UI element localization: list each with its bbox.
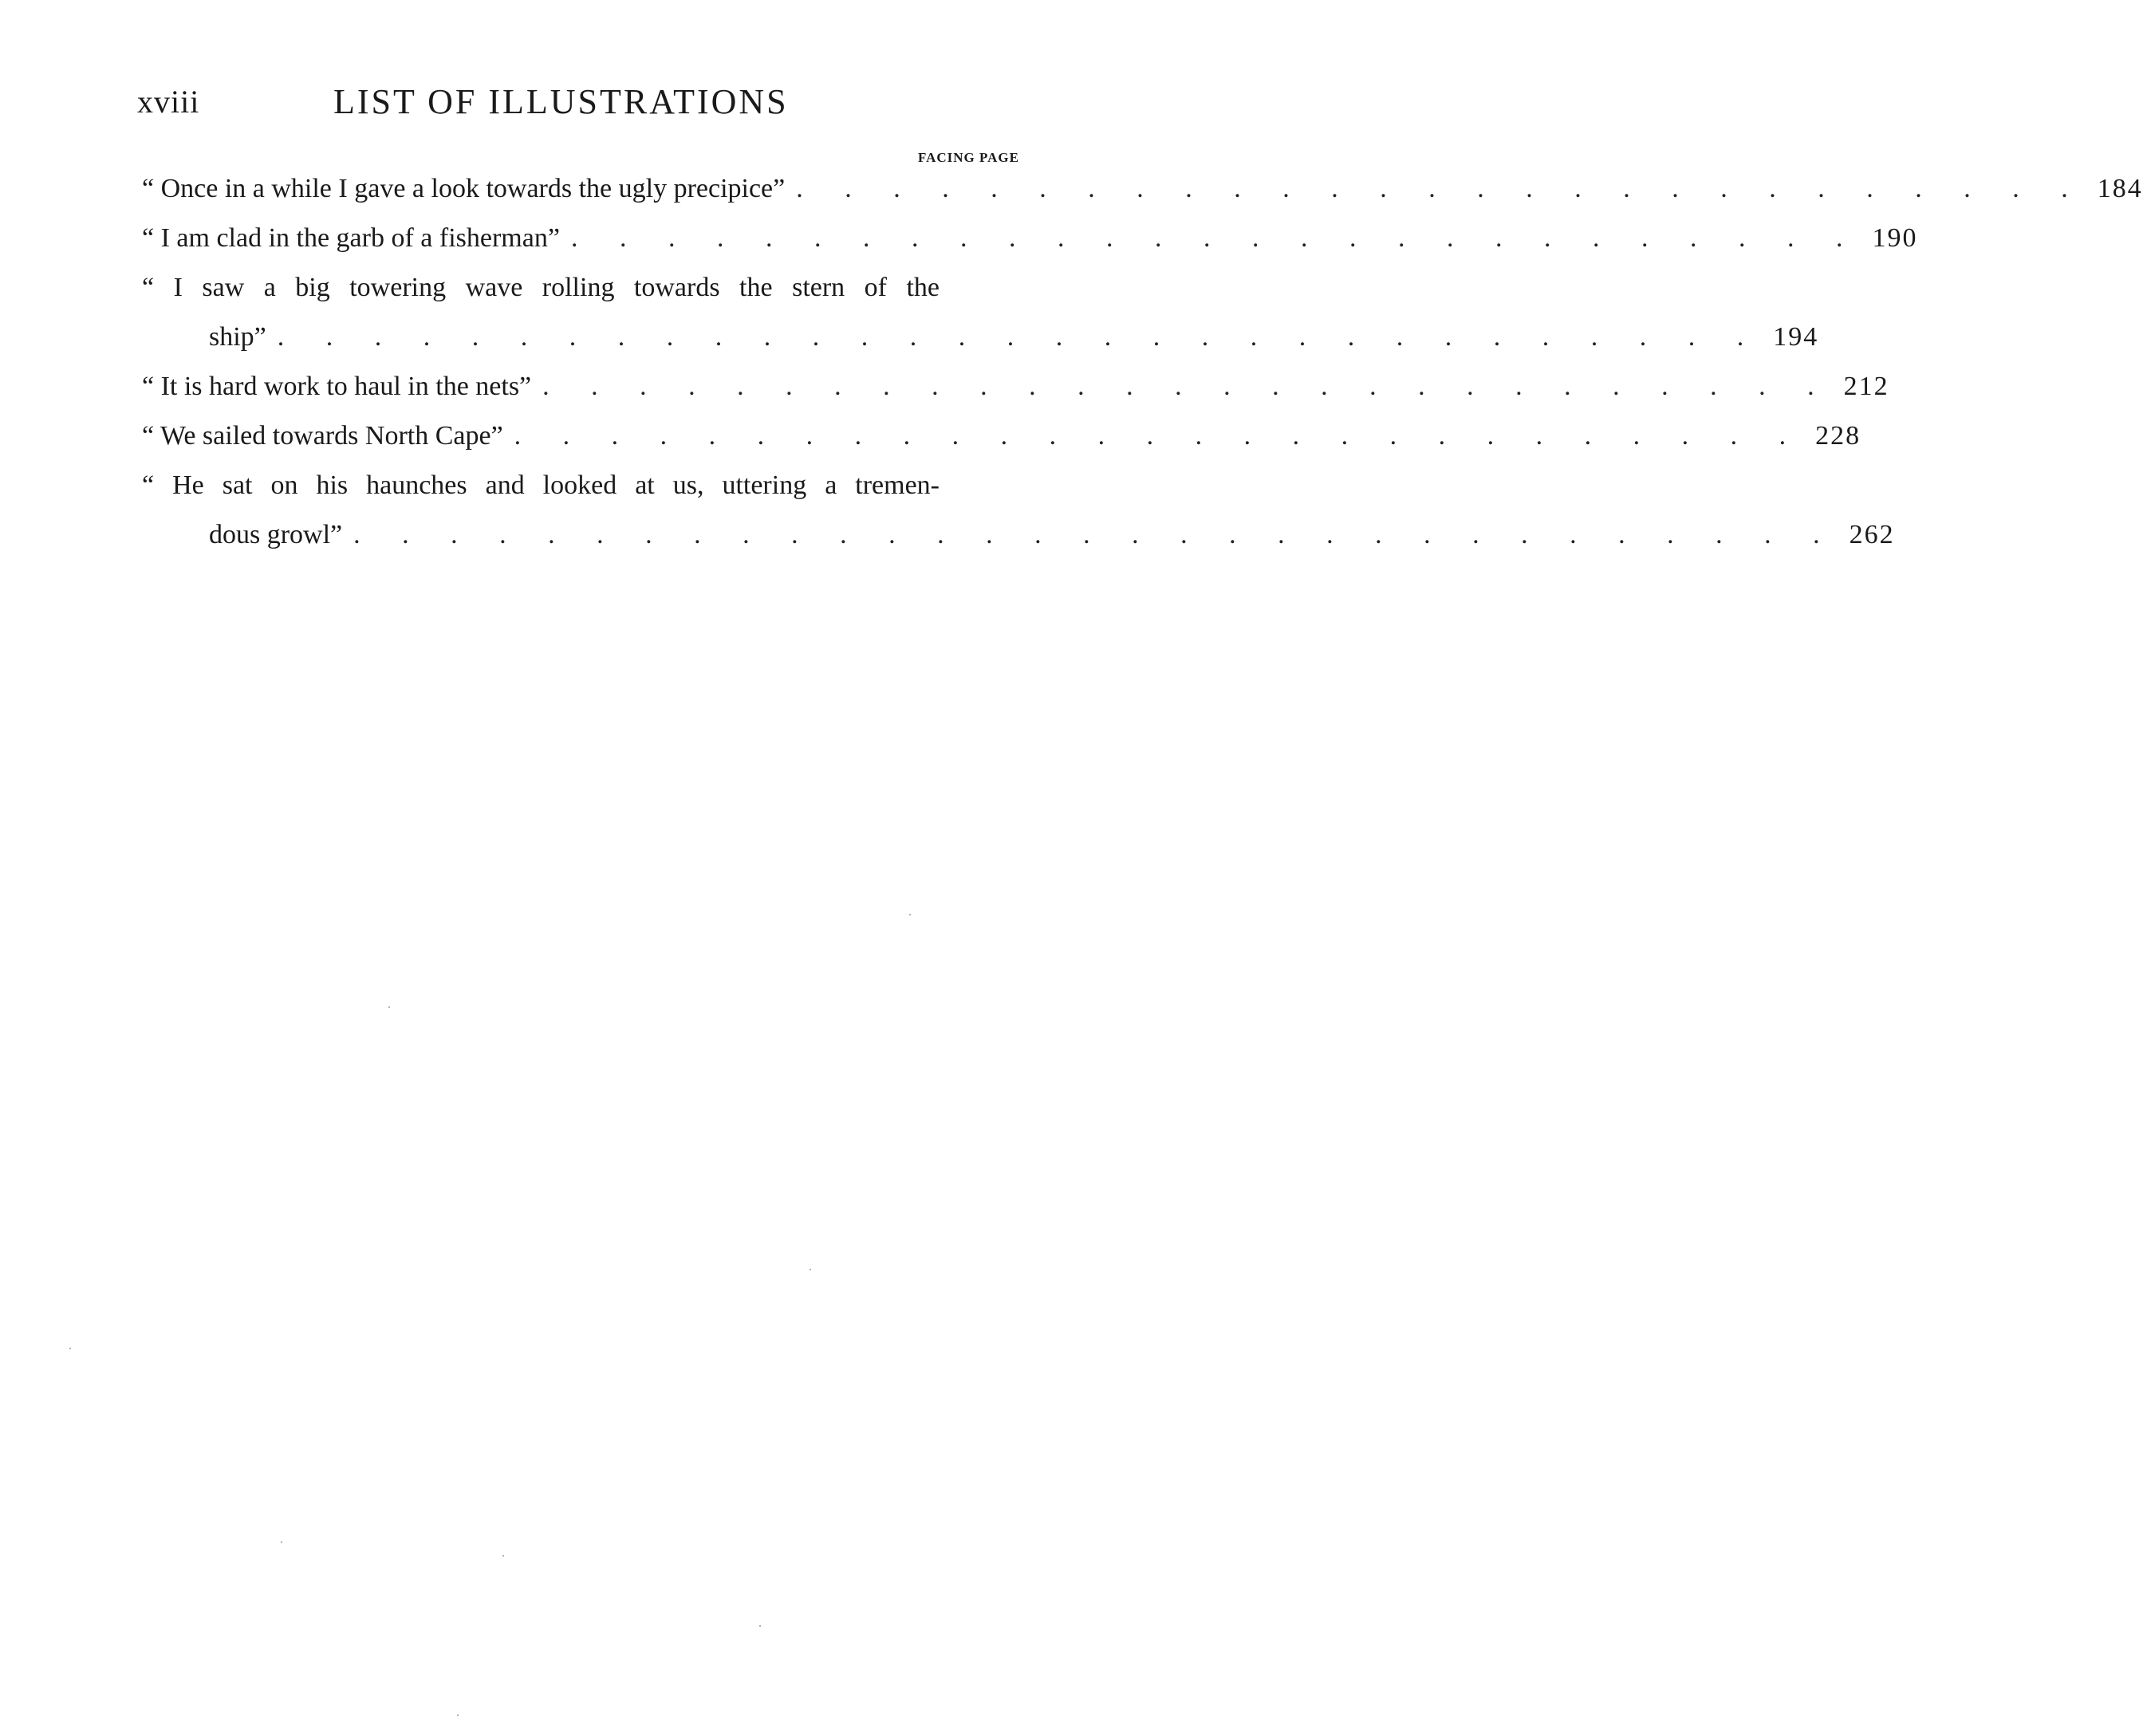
entry-page-number: 184	[2097, 174, 2143, 203]
dot-leader: . . . . . . . . . . . . . . . . . . . . . . . . . . . . . . .	[277, 322, 1762, 352]
entry-caption: “ Once in a while I gave a look towards the ugly precipice”	[142, 174, 786, 203]
paper-speck	[281, 1541, 282, 1543]
paper-speck	[502, 1555, 504, 1557]
entry-page-number: 190	[1872, 223, 1918, 253]
page-number: xviii	[137, 84, 200, 120]
illustration-entry	[142, 362, 1889, 411]
illustration-entry	[142, 263, 1819, 362]
paper-speck	[759, 1625, 761, 1627]
entry-caption: “ I am clad in the garb of a fisherman”	[142, 223, 560, 253]
dot-leader: . . . . . . . . . . . . . . . . . . . . . . . . . . .	[796, 174, 2086, 203]
illustration-entry	[142, 411, 1861, 461]
entry-page-number: 212	[1843, 372, 1889, 401]
paper-speck	[810, 1269, 811, 1270]
paper-speck	[457, 1714, 459, 1716]
dot-leader: . . . . . . . . . . . . . . . . . . . . . . . . . . .	[542, 372, 1832, 401]
facing-page-column-header: FACING PAGE	[917, 150, 1019, 165]
illustration-entry	[142, 164, 2143, 214]
dot-leader: . . . . . . . . . . . . . . . . . . . . . . . . . . . . . . .	[353, 520, 1838, 549]
dot-leader: . . . . . . . . . . . . . . . . . . . . . . . . . . .	[570, 223, 1861, 253]
entry-page-number: 262	[1849, 520, 1895, 549]
running-head	[137, 78, 1019, 126]
entry-caption: “ I saw a big towering wave rolling towards the stern of the	[142, 273, 940, 302]
paper-speck	[388, 1006, 390, 1008]
entry-page-number: 228	[1815, 421, 1861, 451]
entry-page-number: 194	[1773, 322, 1819, 352]
paper-speck	[69, 1348, 71, 1349]
paper-speck	[909, 914, 911, 915]
page-title: LIST OF ILLUSTRATIONS	[333, 82, 789, 121]
entry-caption: “ We sailed towards North Cape”	[142, 421, 503, 451]
illustrations-list	[142, 164, 2143, 560]
entry-caption-continuation: dous growl”	[209, 520, 343, 549]
entry-caption-continuation: ship”	[209, 322, 266, 352]
entry-caption: “ It is hard work to haul in the nets”	[142, 372, 532, 401]
dot-leader: . . . . . . . . . . . . . . . . . . . . . . . . . . .	[514, 421, 1804, 451]
illustration-entry	[142, 214, 1918, 263]
illustration-entry	[142, 461, 1895, 560]
entry-caption: “ He sat on his haunches and looked at us, uttering a tremen-	[142, 470, 940, 500]
